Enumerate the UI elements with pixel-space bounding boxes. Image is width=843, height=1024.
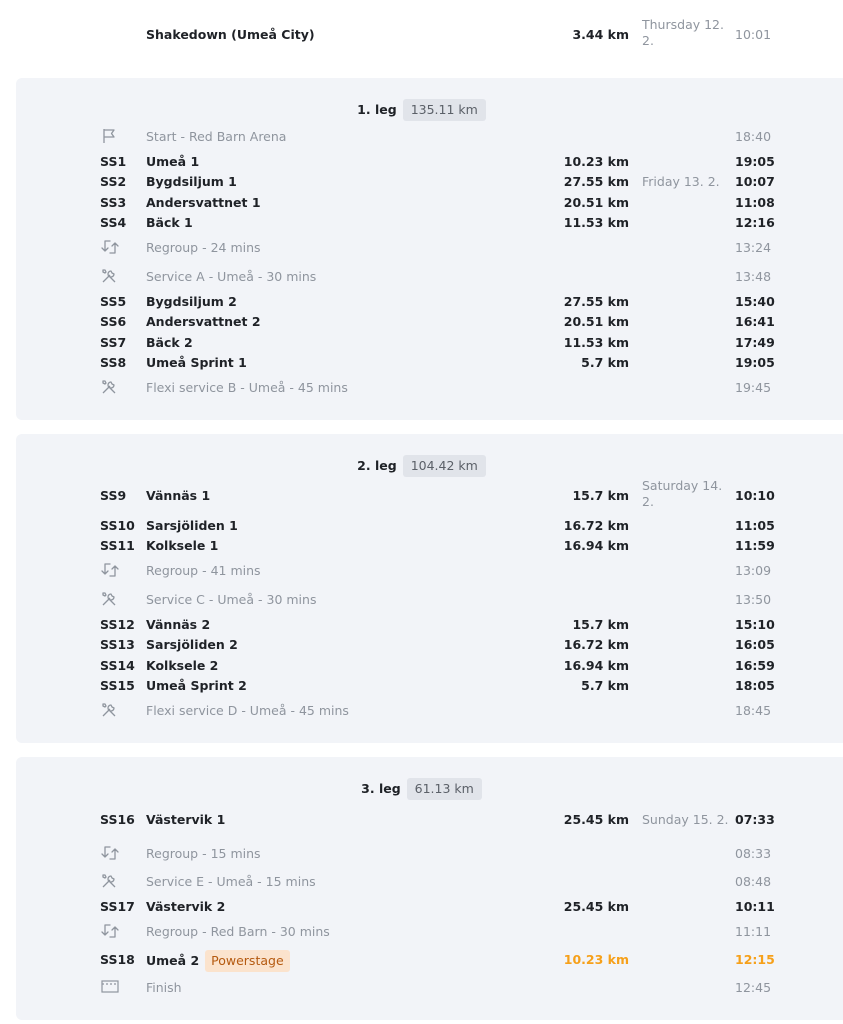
event-name: Regroup - 15 mins [146, 846, 261, 861]
stage-time: 16:59 [735, 658, 775, 673]
stage-date: Friday 13. 2. [642, 174, 720, 189]
stage-id: SS5 [100, 294, 127, 309]
stage-id: SS8 [100, 355, 127, 370]
stage-id: SS2 [100, 174, 127, 189]
event-name: Finish [146, 980, 182, 995]
leg-title: 3. leg [361, 780, 401, 796]
event-name: Service C - Umeå - 30 mins [146, 592, 317, 607]
event-name: Regroup - 24 mins [146, 240, 261, 255]
stage-id: SS6 [100, 314, 127, 329]
event-row[interactable] [0, 267, 843, 287]
stage-row[interactable] [0, 193, 843, 213]
leg-3-header [0, 776, 843, 800]
stage-row[interactable] [0, 950, 843, 970]
stage-name [146, 193, 261, 213]
stage-time: 10:11 [735, 899, 775, 914]
stage-date: Sunday 15. 2. [642, 812, 729, 827]
stage-name [146, 292, 237, 312]
event-name: Regroup - 41 mins [146, 563, 261, 578]
stage-name [146, 152, 199, 172]
stage-distance: 25.45 km [563, 899, 629, 914]
event-name: Flexi service D - Umeå - 45 mins [146, 703, 349, 718]
stage-name-text: Umeå Sprint 2 [146, 678, 247, 693]
stage-row[interactable] [0, 333, 843, 353]
stage-name [146, 676, 247, 696]
stage-name-text: Umeå Sprint 1 [146, 355, 247, 370]
stage-time: 13:24 [735, 240, 772, 255]
stage-time: 08:48 [735, 874, 772, 889]
event-name: Start - Red Barn Arena [146, 129, 287, 144]
stage-name-text: Bäck 2 [146, 335, 193, 350]
stage-time: 19:05 [735, 355, 775, 370]
stage-row[interactable] [0, 615, 843, 635]
regroup-icon [100, 238, 120, 258]
event-name: Flexi service B - Umeå - 45 mins [146, 380, 348, 395]
stage-time: 19:05 [735, 154, 775, 169]
stage-distance: 16.94 km [563, 658, 629, 673]
event-name: Regroup - Red Barn - 30 mins [146, 924, 330, 939]
stage-id: SS12 [100, 617, 135, 632]
stage-id: SS9 [100, 488, 127, 503]
stage-row[interactable] [0, 516, 843, 536]
stage-name [146, 635, 238, 655]
stage-name [146, 615, 210, 635]
leg-distance: 61.13 km [407, 778, 482, 800]
event-row[interactable] [0, 127, 843, 147]
stage-time: 18:05 [735, 678, 775, 693]
stage-time: 13:50 [735, 592, 772, 607]
stage-time: 18:40 [735, 129, 772, 144]
stage-row[interactable] [0, 635, 843, 655]
shakedown-row[interactable] [0, 17, 843, 48]
stage-distance: 11.53 km [563, 335, 629, 350]
stage-time: 16:41 [735, 314, 775, 329]
stage-name-text: Sarsjöliden 1 [146, 518, 238, 533]
stage-time: 16:05 [735, 637, 775, 652]
stage-time: 13:48 [735, 269, 772, 284]
event-row[interactable] [0, 978, 843, 998]
stage-distance: 10.23 km [563, 952, 629, 967]
stage-time: 11:08 [735, 195, 775, 210]
stage-time: 12:16 [735, 215, 775, 230]
stage-distance: 15.7 km [572, 488, 629, 503]
stage-row[interactable] [0, 810, 843, 830]
stage-name-text: Andersvattnet 1 [146, 195, 261, 210]
powerstage-badge: Powerstage [205, 950, 290, 972]
flag-icon [100, 127, 120, 147]
event-row[interactable] [0, 922, 843, 942]
stage-name [146, 172, 237, 192]
stage-name-text: Bygdsiljum 2 [146, 294, 237, 309]
stage-row[interactable] [0, 897, 843, 917]
regroup-icon [100, 561, 120, 581]
stage-row[interactable] [0, 656, 843, 676]
stage-name-text: Västervik 1 [146, 812, 226, 827]
service-icon [100, 701, 120, 721]
stage-id: SS14 [100, 658, 135, 673]
stage-id: SS16 [100, 812, 135, 827]
event-name: Service E - Umeå - 15 mins [146, 874, 316, 889]
service-icon [100, 872, 120, 892]
regroup-icon [100, 922, 120, 942]
stage-time: 12:45 [735, 980, 772, 995]
stage-time: 11:59 [735, 538, 775, 553]
regroup-icon [100, 844, 120, 864]
stage-name-text: Umeå 2 [146, 953, 200, 968]
stage-time: 17:49 [735, 335, 775, 350]
finish-flag-icon [100, 978, 120, 998]
stage-id: SS13 [100, 637, 135, 652]
stage-id: SS18 [100, 952, 135, 967]
stage-id: SS10 [100, 518, 135, 533]
stage-time: 08:33 [735, 846, 772, 861]
stage-name-text: Kolksele 2 [146, 658, 219, 673]
service-icon [100, 378, 120, 398]
stage-row[interactable] [0, 292, 843, 312]
event-row[interactable] [0, 238, 843, 258]
service-icon [100, 590, 120, 610]
stage-time: 10:01 [735, 27, 772, 42]
stage-distance: 10.23 km [563, 154, 629, 169]
stage-id: SS1 [100, 154, 127, 169]
event-row[interactable] [0, 701, 843, 721]
stage-name-text: Vännäs 2 [146, 617, 211, 632]
stage-distance: 5.7 km [581, 355, 629, 370]
stage-distance: 16.72 km [563, 518, 629, 533]
stage-name [146, 810, 225, 830]
stage-distance: 16.94 km [563, 538, 629, 553]
stage-row[interactable] [0, 676, 843, 696]
stage-row[interactable] [0, 213, 843, 233]
stage-row[interactable] [0, 353, 843, 373]
stage-name [146, 656, 218, 676]
stage-time: 07:33 [735, 812, 775, 827]
stage-id: SS7 [100, 335, 127, 350]
event-row[interactable] [0, 844, 843, 864]
stage-time: 19:45 [735, 380, 772, 395]
stage-date: Saturday 14. 2. [642, 478, 723, 509]
stage-distance: 15.7 km [572, 617, 629, 632]
stage-name-text: Umeå 1 [146, 154, 200, 169]
event-row[interactable] [0, 590, 843, 610]
stage-distance: 27.55 km [563, 174, 629, 189]
stage-name [146, 333, 193, 353]
stage-name [146, 897, 225, 917]
stage-name-text: Kolksele 1 [146, 538, 219, 553]
event-row[interactable] [0, 561, 843, 581]
stage-name [146, 213, 193, 233]
stage-distance: 11.53 km [563, 215, 629, 230]
stage-time: 15:40 [735, 294, 775, 309]
event-row[interactable] [0, 872, 843, 892]
stage-time: 11:05 [735, 518, 775, 533]
stage-id: SS17 [100, 899, 135, 914]
leg-distance: 104.42 km [403, 455, 486, 477]
stage-time: 12:15 [735, 952, 775, 967]
leg-1-header [0, 97, 843, 121]
leg-distance: 135.11 km [403, 99, 486, 121]
stage-name-text: Vännäs 1 [146, 488, 211, 503]
stage-distance: 20.51 km [563, 314, 629, 329]
stage-time: 13:09 [735, 563, 772, 578]
stage-distance: 16.72 km [563, 637, 629, 652]
stage-time: 15:10 [735, 617, 775, 632]
stage-name-text: Västervik 2 [146, 899, 226, 914]
stage-name-text: Bygdsiljum 1 [146, 174, 237, 189]
stage-name [146, 486, 210, 506]
stage-time: 10:07 [735, 174, 775, 189]
leg-title: 1. leg [357, 101, 397, 117]
stage-time: 10:10 [735, 488, 775, 503]
stage-row[interactable] [0, 478, 843, 509]
event-row[interactable] [0, 378, 843, 398]
stage-name [146, 516, 238, 536]
stage-distance: 25.45 km [563, 812, 629, 827]
stage-time: 18:45 [735, 703, 772, 718]
stage-name [146, 353, 247, 373]
stage-name-text: Bäck 1 [146, 215, 193, 230]
stage-id: SS11 [100, 538, 135, 553]
stage-row[interactable] [0, 312, 843, 332]
stage-row[interactable] [0, 172, 843, 192]
stage-row[interactable] [0, 536, 843, 556]
stage-distance: 20.51 km [563, 195, 629, 210]
stage-name-text: Andersvattnet 2 [146, 314, 261, 329]
stage-id: SS15 [100, 678, 135, 693]
stage-distance: 3.44 km [572, 27, 629, 42]
stage-row[interactable] [0, 152, 843, 172]
stage-name [146, 536, 218, 556]
leg-title: 2. leg [357, 457, 397, 473]
stage-id: SS3 [100, 195, 127, 210]
stage-name-text: Sarsjöliden 2 [146, 637, 238, 652]
stage-date: Thursday 12. 2. [642, 17, 724, 48]
stage-distance: 5.7 km [581, 678, 629, 693]
stage-id: SS4 [100, 215, 127, 230]
stage-name: Shakedown (Umeå City) [146, 27, 315, 42]
service-icon [100, 267, 120, 287]
leg-2-header [0, 453, 843, 477]
stage-name [146, 950, 290, 972]
stage-distance: 27.55 km [563, 294, 629, 309]
stage-name [146, 312, 261, 332]
event-name: Service A - Umeå - 30 mins [146, 269, 317, 284]
stage-time: 11:11 [735, 924, 772, 939]
